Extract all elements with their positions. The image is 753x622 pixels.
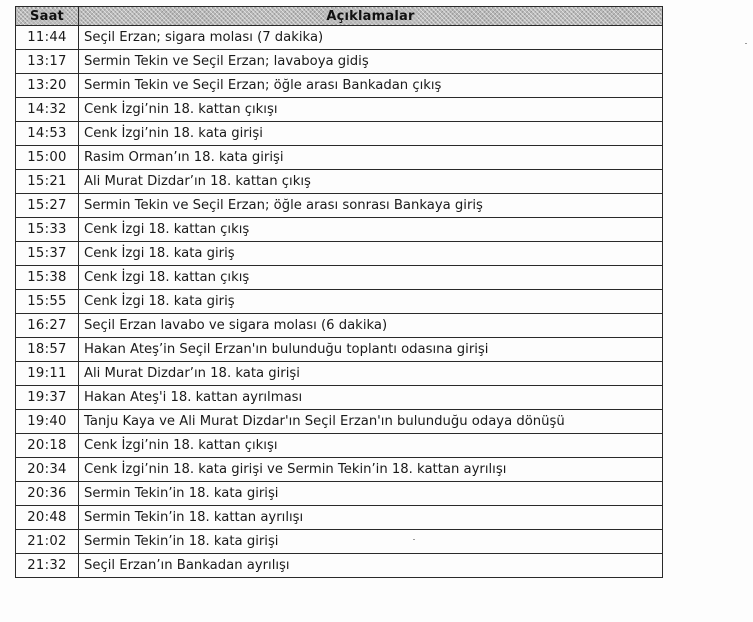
scan-artifact [413,539,415,540]
scan-artifact [745,43,747,44]
table-header-row [16,7,663,26]
time-cell: 19:37 [16,386,79,410]
time-cell: 15:55 [16,290,79,314]
description-cell: Sermin Tekin ve Seçil Erzan; öğle arası Bankadan çıkış [79,74,663,98]
time-cell: 14:32 [16,98,79,122]
time-cell: 15:27 [16,194,79,218]
description-cell: Sermin Tekin’in 18. kata girişi [79,530,663,554]
table-row [16,458,663,482]
description-cell: Seçil Erzan lavabo ve sigara molası (6 dakika) [79,314,663,338]
time-cell: 21:32 [16,554,79,578]
table-row [16,194,663,218]
table-row [16,434,663,458]
table-body [16,26,663,578]
time-cell: 15:21 [16,170,79,194]
time-cell: 15:33 [16,218,79,242]
header-time: Saat [16,7,79,26]
time-cell: 20:36 [16,482,79,506]
time-cell: 19:40 [16,410,79,434]
description-cell: Sermin Tekin ve Seçil Erzan; öğle arası sonrası Bankaya giriş [79,194,663,218]
description-cell: Cenk İzgi’nin 18. kata girişi [79,122,663,146]
description-cell: Seçil Erzan; sigara molası (7 dakika) [79,26,663,50]
time-cell: 13:20 [16,74,79,98]
time-cell: 18:57 [16,338,79,362]
time-cell: 19:11 [16,362,79,386]
table-row [16,218,663,242]
table-row [16,122,663,146]
table-row [16,554,663,578]
time-cell: 11:44 [16,26,79,50]
table-row [16,50,663,74]
table-row [16,266,663,290]
description-cell: Cenk İzgi’nin 18. kata girişi ve Sermin Tekin’in 18. kattan ayrılışı [79,458,663,482]
description-cell: Ali Murat Dizdar’ın 18. kata girişi [79,362,663,386]
table-row [16,242,663,266]
description-cell: Sermin Tekin ve Seçil Erzan; lavaboya gidiş [79,50,663,74]
description-cell: Sermin Tekin’in 18. kattan ayrılışı [79,506,663,530]
table-row [16,314,663,338]
table-row [16,362,663,386]
table-row [16,98,663,122]
event-log-table [15,6,663,578]
description-cell: Cenk İzgi 18. kattan çıkış [79,218,663,242]
description-cell: Cenk İzgi 18. kata giriş [79,290,663,314]
description-cell: Cenk İzgi’nin 18. kattan çıkışı [79,434,663,458]
header-description: Açıklamalar [79,7,663,26]
table-row [16,290,663,314]
description-cell: Cenk İzgi 18. kata giriş [79,242,663,266]
time-cell: 13:17 [16,50,79,74]
time-cell: 15:00 [16,146,79,170]
time-cell: 14:53 [16,122,79,146]
time-cell: 20:18 [16,434,79,458]
time-cell: 20:34 [16,458,79,482]
description-cell: Hakan Ateş’in Seçil Erzan'ın bulunduğu toplantı odasına girişi [79,338,663,362]
time-cell: 15:38 [16,266,79,290]
description-cell: Seçil Erzan’ın Bankadan ayrılışı [79,554,663,578]
description-cell: Cenk İzgi’nin 18. kattan çıkışı [79,98,663,122]
table-row [16,74,663,98]
description-cell: Tanju Kaya ve Ali Murat Dizdar'ın Seçil Erzan'ın bulunduğu odaya dönüşü [79,410,663,434]
table-row [16,170,663,194]
time-cell: 15:37 [16,242,79,266]
time-cell: 16:27 [16,314,79,338]
description-cell: Cenk İzgi 18. kattan çıkış [79,266,663,290]
table-row [16,506,663,530]
table-row [16,338,663,362]
table-row [16,410,663,434]
description-cell: Ali Murat Dizdar’ın 18. kattan çıkış [79,170,663,194]
time-cell: 21:02 [16,530,79,554]
description-cell: Hakan Ateş'i 18. kattan ayrılması [79,386,663,410]
description-cell: Rasim Orman’ın 18. kata girişi [79,146,663,170]
table-row [16,386,663,410]
table-row [16,530,663,554]
table-row [16,146,663,170]
time-cell: 20:48 [16,506,79,530]
description-cell: Sermin Tekin’in 18. kata girişi [79,482,663,506]
table-row [16,26,663,50]
table-row [16,482,663,506]
